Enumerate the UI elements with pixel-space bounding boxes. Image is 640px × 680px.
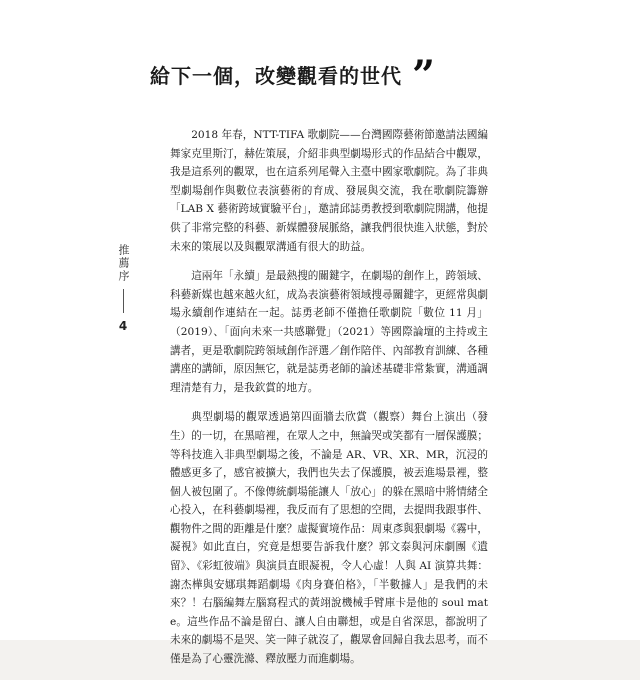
body-text xyxy=(170,126,488,680)
page-number: 4 xyxy=(118,319,128,333)
paragraph-2: 這兩年「永續」是最熱搜的關鍵字，在劇場的創作上，跨領域、科藝新媒也越來越火紅，成為表演藝術領域搜尋關鍵字，更經常與劇場永續創作連結在一起。誌勇老師不僅擔任歌劇院「數位 11 月」（2019）、「面向未來一共感聯覺」（2021）等國際論壇的主持或主講者，更是歌劇院跨領域創作評選／創作陪伴、內部教育訓練、各種講座的講師，原因無它，就是誌勇老師的論述基礎非常紮實，溝通調理清楚有力，是我欽賞的地方。 xyxy=(170,270,488,394)
chapter-heading xyxy=(150,52,470,99)
closing-quote-mark: ” xyxy=(412,52,436,99)
side-divider xyxy=(123,289,124,313)
paragraph-1: 2018 年春，NTT-TIFA 歌劇院——台灣國際藝術節邀請法國編舞家克里斯汀，赫佐策展，介紹非典型劇場形式的作品結合中觀眾，我是這系列的觀眾，也在這系列尾聲入主臺中國家歌劇院。為了非典型劇場創作與數位表演藝術的育成、發展與交流，我在歌劇院籌辦「LAB X 藝術跨域實驗平台」，邀請邱誌勇教授到歌劇院開講，他提供了非常完整的科藝、新媒體發展脈絡，讓我們很快進入狀態，對於未來的策展以及與觀眾溝通有很大的助益。 xyxy=(170,129,488,253)
paragraph-3: 典型劇場的觀眾透過第四面牆去欣賞（觀察）舞台上演出（發生）的一切，在黑暗裡，在眾人之中，無論哭或笑都有一層保護膜；等科技進入非典型劇場之後，不論是 AR、VR、XR、MR，沉浸的體感更多了，感官被擴大，我們也失去了保護膜，被丟進場景裡，整個人被包圍了。不像傳統劇場能讓人「放心」的躲在黑暗中將情緒全心投入，在科藝劇場裡，我反而有了思想的空間，去提問我跟事件、觀物件之間的距離是什麼？虛擬實境作品：周東彥與狠劇場《霧中，凝視》如此直白，究竟是想要告訴我什麼？郭文泰與河床劇團《遺留》、《彩虹彼端》與演員直眼凝視，令人心虛！人與 AI 演算共舞：謝杰樺與安娜琪舞蹈劇場《肉身賽伯格》，「半數據人」是我們的未來？！右腦編舞左腦寫程式的黃翊說機械手臂庫卡是他的 soul mate。這些作品不論是留白、讓人自由聯想，或是自省深思，都說明了未來的劇場不是哭、笑一陣子就沒了，觀眾會回歸自我去思考，而不僅是為了心靈洗滌、釋放壓力而進劇場。 xyxy=(170,411,488,666)
page-title: 給下一個，改變觀看的世代 xyxy=(150,63,402,88)
section-label: 推薦序 xyxy=(117,244,130,283)
side-marker xyxy=(112,244,134,333)
